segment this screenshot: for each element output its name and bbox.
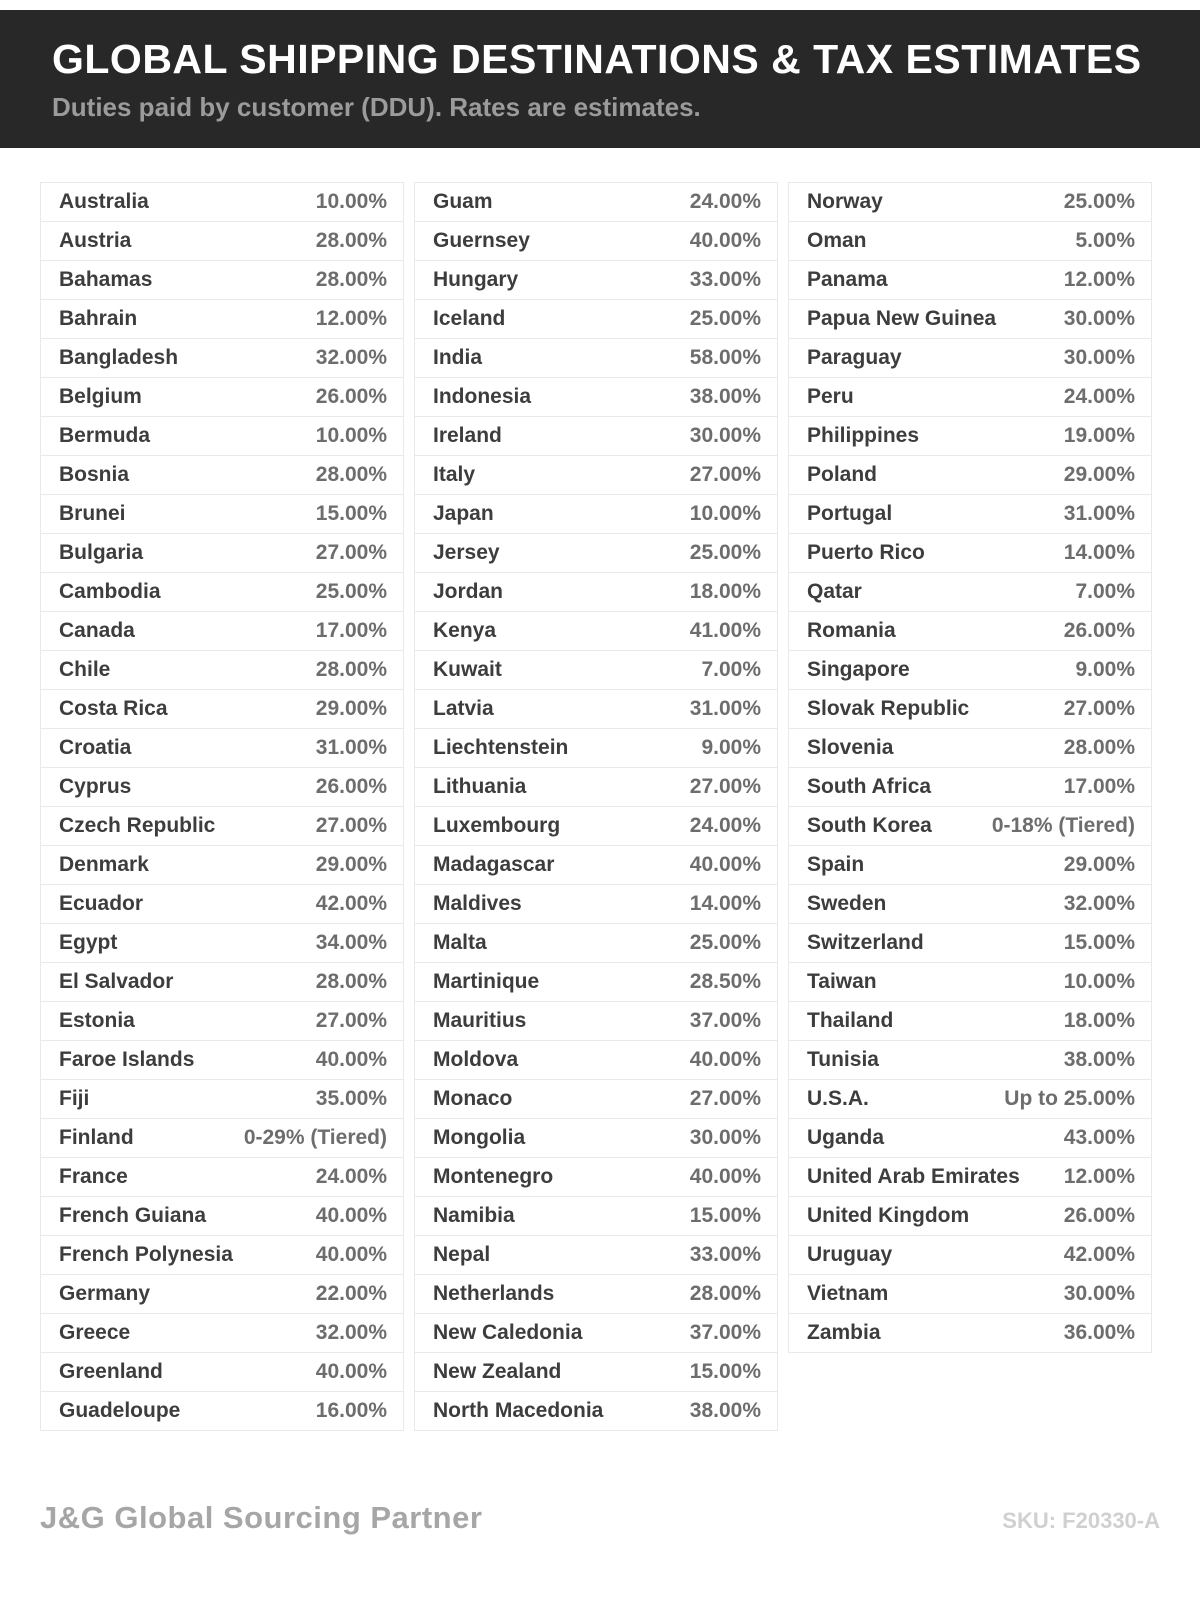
rate-row <box>40 1157 404 1197</box>
country-name: Malta <box>433 931 487 954</box>
rate-row <box>788 1235 1152 1275</box>
country-name: Brunei <box>59 502 126 525</box>
rate-row <box>40 533 404 573</box>
rate-row <box>788 1274 1152 1314</box>
tax-rate: 5.00% <box>1075 229 1135 252</box>
rate-row <box>40 182 404 222</box>
tax-rate: 35.00% <box>315 1087 387 1110</box>
rate-row <box>788 533 1152 573</box>
tax-rate: 27.00% <box>689 775 761 798</box>
tax-rate: 27.00% <box>689 1087 761 1110</box>
rate-row <box>414 221 778 261</box>
rate-row <box>414 1352 778 1392</box>
rate-row <box>40 455 404 495</box>
tax-rate: 10.00% <box>1063 970 1135 993</box>
country-name: Latvia <box>433 697 494 720</box>
tax-rate: 30.00% <box>1063 307 1135 330</box>
tax-rate: 22.00% <box>315 1282 387 1305</box>
country-name: Switzerland <box>807 931 924 954</box>
rate-row <box>414 1001 778 1041</box>
country-name: Guernsey <box>433 229 530 252</box>
rate-row <box>414 1313 778 1353</box>
rate-row <box>40 1313 404 1353</box>
rate-row <box>788 728 1152 768</box>
tax-rate: 26.00% <box>1063 619 1135 642</box>
rate-row <box>414 494 778 534</box>
country-name: United Arab Emirates <box>807 1165 1020 1188</box>
country-name: Puerto Rico <box>807 541 925 564</box>
rate-row <box>40 845 404 885</box>
rate-row <box>414 923 778 963</box>
country-name: New Zealand <box>433 1360 562 1383</box>
country-name: Kuwait <box>433 658 502 681</box>
country-name: Italy <box>433 463 476 486</box>
tax-rate: 17.00% <box>1063 775 1135 798</box>
tax-rate: 38.00% <box>689 1399 761 1422</box>
tax-rate: 24.00% <box>1063 385 1135 408</box>
country-name: Australia <box>59 190 149 213</box>
country-name: Maldives <box>433 892 522 915</box>
country-name: Romania <box>807 619 896 642</box>
rate-row <box>788 923 1152 963</box>
country-name: Norway <box>807 190 883 213</box>
country-name: Singapore <box>807 658 910 681</box>
tax-rate: 28.00% <box>1063 736 1135 759</box>
country-name: Egypt <box>59 931 118 954</box>
tax-rate: 32.00% <box>315 346 387 369</box>
country-name: Faroe Islands <box>59 1048 195 1071</box>
country-name: South Korea <box>807 814 932 837</box>
tax-rate: 31.00% <box>1063 502 1135 525</box>
tax-rate: 7.00% <box>1075 580 1135 603</box>
country-name: North Macedonia <box>433 1399 604 1422</box>
tax-rate: 16.00% <box>315 1399 387 1422</box>
country-name: Guam <box>433 190 493 213</box>
rate-row <box>788 1001 1152 1041</box>
country-name: Jersey <box>433 541 500 564</box>
rate-row <box>788 1079 1152 1119</box>
tax-rate: 40.00% <box>689 853 761 876</box>
tax-rate: 28.00% <box>315 268 387 291</box>
rates-table <box>40 182 1152 1431</box>
tax-rate: 27.00% <box>315 541 387 564</box>
tax-rate: 33.00% <box>689 1243 761 1266</box>
rate-row <box>414 338 778 378</box>
tax-rate: 24.00% <box>689 190 761 213</box>
tax-rate: 29.00% <box>1063 463 1135 486</box>
rate-row <box>414 260 778 300</box>
tax-rate: 9.00% <box>701 736 761 759</box>
country-name: Greece <box>59 1321 131 1344</box>
tax-rate: 36.00% <box>1063 1321 1135 1344</box>
country-name: Fiji <box>59 1087 90 1110</box>
country-name: Luxembourg <box>433 814 561 837</box>
country-name: Tunisia <box>807 1048 879 1071</box>
country-name: Papua New Guinea <box>807 307 997 330</box>
tax-rate: 40.00% <box>315 1243 387 1266</box>
country-name: Uganda <box>807 1126 885 1149</box>
rate-row <box>788 260 1152 300</box>
tax-rate: 27.00% <box>1063 697 1135 720</box>
country-name: Liechtenstein <box>433 736 569 759</box>
rate-row <box>414 728 778 768</box>
rate-row <box>414 182 778 222</box>
tax-rate: 19.00% <box>1063 424 1135 447</box>
rate-row <box>414 416 778 456</box>
rate-row <box>414 650 778 690</box>
tax-rate: 37.00% <box>689 1009 761 1032</box>
tax-rate: 9.00% <box>1075 658 1135 681</box>
page-header <box>0 10 1200 148</box>
rate-row <box>414 1118 778 1158</box>
rate-column-3 <box>788 182 1152 1353</box>
country-name: India <box>433 346 483 369</box>
country-name: New Caledonia <box>433 1321 583 1344</box>
rate-row <box>40 1274 404 1314</box>
rate-row <box>788 884 1152 924</box>
rate-row <box>414 689 778 729</box>
country-name: Thailand <box>807 1009 894 1032</box>
rate-row <box>414 1391 778 1431</box>
country-name: Belgium <box>59 385 142 408</box>
rate-row <box>40 299 404 339</box>
country-name: Bahrain <box>59 307 138 330</box>
rate-row <box>40 1001 404 1041</box>
country-name: Moldova <box>433 1048 519 1071</box>
tax-rate: 18.00% <box>1063 1009 1135 1032</box>
rate-row <box>788 338 1152 378</box>
rate-row <box>788 299 1152 339</box>
tax-rate: 25.00% <box>315 580 387 603</box>
tax-rate: 28.00% <box>689 1282 761 1305</box>
rate-row <box>40 1235 404 1275</box>
tax-rate: 42.00% <box>1063 1243 1135 1266</box>
country-name: Iceland <box>433 307 506 330</box>
rate-row <box>414 1079 778 1119</box>
rate-row <box>40 728 404 768</box>
rate-row <box>788 1118 1152 1158</box>
page-subtitle: Duties paid by customer (DDU). Rates are estimates. <box>52 92 701 122</box>
tax-rate: 40.00% <box>315 1204 387 1227</box>
rate-row <box>414 455 778 495</box>
tax-rate: 27.00% <box>315 814 387 837</box>
rate-row <box>40 884 404 924</box>
country-name: Uruguay <box>807 1243 893 1266</box>
rate-row <box>414 1274 778 1314</box>
country-name: Austria <box>59 229 132 252</box>
rate-row <box>788 1313 1152 1353</box>
rate-row <box>40 1391 404 1431</box>
rate-row <box>788 221 1152 261</box>
rate-row <box>414 299 778 339</box>
country-name: Namibia <box>433 1204 515 1227</box>
tax-rate: 15.00% <box>689 1204 761 1227</box>
tax-rate: 30.00% <box>689 424 761 447</box>
country-name: Bosnia <box>59 463 130 486</box>
country-name: French Guiana <box>59 1204 207 1227</box>
tax-rate: 32.00% <box>1063 892 1135 915</box>
country-name: Slovenia <box>807 736 894 759</box>
rate-row <box>40 1352 404 1392</box>
tax-rate: 24.00% <box>315 1165 387 1188</box>
country-name: Vietnam <box>807 1282 889 1305</box>
tax-rate: 12.00% <box>1063 268 1135 291</box>
rate-row <box>40 338 404 378</box>
rate-row <box>414 845 778 885</box>
tax-rate: 18.00% <box>689 580 761 603</box>
country-name: Canada <box>59 619 135 642</box>
country-name: Estonia <box>59 1009 135 1032</box>
tax-rate: 38.00% <box>1063 1048 1135 1071</box>
tax-rate: 29.00% <box>315 853 387 876</box>
country-name: Japan <box>433 502 494 525</box>
country-name: Croatia <box>59 736 132 759</box>
country-name: Hungary <box>433 268 519 291</box>
tax-rate: 25.00% <box>689 931 761 954</box>
country-name: Philippines <box>807 424 920 447</box>
rate-row <box>414 1235 778 1275</box>
rate-row <box>414 572 778 612</box>
tax-rate: 29.00% <box>1063 853 1135 876</box>
rate-row <box>40 1040 404 1080</box>
tax-rate: 26.00% <box>315 775 387 798</box>
tax-rate: 15.00% <box>689 1360 761 1383</box>
rate-row <box>788 611 1152 651</box>
tax-rate: 15.00% <box>1063 931 1135 954</box>
tax-rate: 28.50% <box>689 970 761 993</box>
tax-rate: 10.00% <box>689 502 761 525</box>
rate-row <box>788 767 1152 807</box>
tax-rate: 0-29% (Tiered) <box>243 1126 387 1149</box>
sku-label: SKU: F20330-A <box>1002 1508 1160 1533</box>
tax-rate: 27.00% <box>315 1009 387 1032</box>
tax-rate: 33.00% <box>689 268 761 291</box>
rate-row <box>788 689 1152 729</box>
country-name: Panama <box>807 268 888 291</box>
country-name: Lithuania <box>433 775 527 798</box>
tax-rate: 26.00% <box>1063 1204 1135 1227</box>
tax-rate: 27.00% <box>689 463 761 486</box>
tax-rate: 28.00% <box>315 463 387 486</box>
tax-rate: 58.00% <box>689 346 761 369</box>
country-name: Cyprus <box>59 775 132 798</box>
tax-rate: 43.00% <box>1063 1126 1135 1149</box>
tax-rate: 10.00% <box>315 190 387 213</box>
country-name: Netherlands <box>433 1282 555 1305</box>
rate-row <box>414 806 778 846</box>
rate-row <box>40 572 404 612</box>
country-name: Spain <box>807 853 865 876</box>
country-name: Madagascar <box>433 853 555 876</box>
tax-rate: 42.00% <box>315 892 387 915</box>
page-footer <box>40 1500 1160 1536</box>
tax-rate: 25.00% <box>689 307 761 330</box>
tax-rate: 31.00% <box>315 736 387 759</box>
country-name: Greenland <box>59 1360 163 1383</box>
country-name: Jordan <box>433 580 504 603</box>
rate-row <box>788 845 1152 885</box>
rate-row <box>40 1079 404 1119</box>
rate-row <box>40 611 404 651</box>
tax-rate: 34.00% <box>315 931 387 954</box>
rate-row <box>788 377 1152 417</box>
rate-row <box>414 1040 778 1080</box>
rate-row <box>40 1118 404 1158</box>
tax-rate: 12.00% <box>315 307 387 330</box>
country-name: Nepal <box>433 1243 491 1266</box>
country-name: Montenegro <box>433 1165 554 1188</box>
country-name: Kenya <box>433 619 497 642</box>
tax-rate: 28.00% <box>315 970 387 993</box>
country-name: Mauritius <box>433 1009 527 1032</box>
tax-rate: 7.00% <box>701 658 761 681</box>
tax-rate: 12.00% <box>1063 1165 1135 1188</box>
rate-row <box>788 572 1152 612</box>
country-name: Bulgaria <box>59 541 144 564</box>
country-name: Monaco <box>433 1087 513 1110</box>
country-name: Finland <box>59 1126 134 1149</box>
country-name: Portugal <box>807 502 893 525</box>
country-name: Martinique <box>433 970 540 993</box>
tax-rate: 32.00% <box>315 1321 387 1344</box>
rate-row <box>788 1196 1152 1236</box>
tax-rate: 31.00% <box>689 697 761 720</box>
tax-rate: 24.00% <box>689 814 761 837</box>
rate-row <box>40 962 404 1002</box>
tax-rate: 40.00% <box>315 1360 387 1383</box>
country-name: Oman <box>807 229 867 252</box>
tax-rate: 26.00% <box>315 385 387 408</box>
rate-row <box>414 377 778 417</box>
country-name: Zambia <box>807 1321 881 1344</box>
rate-row <box>414 767 778 807</box>
tax-rate: 29.00% <box>315 697 387 720</box>
rate-row <box>788 455 1152 495</box>
rate-row <box>788 494 1152 534</box>
brand-name: J&G Global Sourcing Partner <box>40 1500 483 1535</box>
country-name: Cambodia <box>59 580 161 603</box>
country-name: Costa Rica <box>59 697 168 720</box>
rate-row <box>788 1040 1152 1080</box>
tax-rate: Up to 25.00% <box>1004 1087 1135 1110</box>
rate-row <box>40 1196 404 1236</box>
country-name: El Salvador <box>59 970 174 993</box>
rate-row <box>788 1157 1152 1197</box>
tax-rate: 30.00% <box>1063 1282 1135 1305</box>
rate-row <box>788 182 1152 222</box>
rate-row <box>40 923 404 963</box>
tax-rate: 38.00% <box>689 385 761 408</box>
tax-rate: 28.00% <box>315 658 387 681</box>
country-name: Denmark <box>59 853 149 876</box>
tax-rate: 41.00% <box>689 619 761 642</box>
rate-row <box>414 962 778 1002</box>
rate-row <box>40 260 404 300</box>
tax-rate: 28.00% <box>315 229 387 252</box>
rate-row <box>788 962 1152 1002</box>
rate-row <box>40 416 404 456</box>
country-name: South Africa <box>807 775 932 798</box>
rate-row <box>788 650 1152 690</box>
tax-rate: 14.00% <box>1063 541 1135 564</box>
rate-row <box>40 377 404 417</box>
country-name: U.S.A. <box>807 1087 869 1110</box>
tax-rate: 30.00% <box>1063 346 1135 369</box>
country-name: Slovak Republic <box>807 697 970 720</box>
tax-rate: 40.00% <box>689 229 761 252</box>
country-name: Peru <box>807 385 854 408</box>
rate-row <box>40 767 404 807</box>
country-name: Poland <box>807 463 878 486</box>
rate-row <box>414 884 778 924</box>
country-name: Sweden <box>807 892 887 915</box>
tax-rate: 40.00% <box>689 1165 761 1188</box>
tax-rate: 15.00% <box>315 502 387 525</box>
tax-rate: 17.00% <box>315 619 387 642</box>
country-name: Indonesia <box>433 385 532 408</box>
country-name: France <box>59 1165 128 1188</box>
rate-row <box>414 1196 778 1236</box>
country-name: United Kingdom <box>807 1204 970 1227</box>
tax-rate: 25.00% <box>689 541 761 564</box>
tax-rate: 14.00% <box>689 892 761 915</box>
country-name: Czech Republic <box>59 814 216 837</box>
rate-row <box>414 611 778 651</box>
country-name: Ireland <box>433 424 502 447</box>
country-name: French Polynesia <box>59 1243 233 1266</box>
rate-column-1 <box>40 182 404 1431</box>
tax-rate: 40.00% <box>689 1048 761 1071</box>
rate-row <box>788 806 1152 846</box>
rate-row <box>788 416 1152 456</box>
country-name: Ecuador <box>59 892 144 915</box>
country-name: Germany <box>59 1282 151 1305</box>
country-name: Bangladesh <box>59 346 179 369</box>
country-name: Qatar <box>807 580 862 603</box>
rate-row <box>40 221 404 261</box>
rate-row <box>40 494 404 534</box>
country-name: Chile <box>59 658 111 681</box>
tax-rate: 0-18% (Tiered) <box>991 814 1135 837</box>
tax-rate: 25.00% <box>1063 190 1135 213</box>
rate-row <box>40 650 404 690</box>
page-title: GLOBAL SHIPPING DESTINATIONS & TAX ESTIMATES <box>52 36 1142 82</box>
tax-rate: 30.00% <box>689 1126 761 1149</box>
country-name: Paraguay <box>807 346 902 369</box>
country-name: Guadeloupe <box>59 1399 181 1422</box>
country-name: Bermuda <box>59 424 151 447</box>
rate-row <box>40 689 404 729</box>
country-name: Bahamas <box>59 268 153 291</box>
country-name: Taiwan <box>807 970 877 993</box>
rate-row <box>40 806 404 846</box>
tax-rate: 37.00% <box>689 1321 761 1344</box>
tax-rate: 40.00% <box>315 1048 387 1071</box>
rate-column-2 <box>414 182 778 1431</box>
rate-row <box>414 533 778 573</box>
country-name: Mongolia <box>433 1126 526 1149</box>
rate-row <box>414 1157 778 1197</box>
tax-rate: 10.00% <box>315 424 387 447</box>
